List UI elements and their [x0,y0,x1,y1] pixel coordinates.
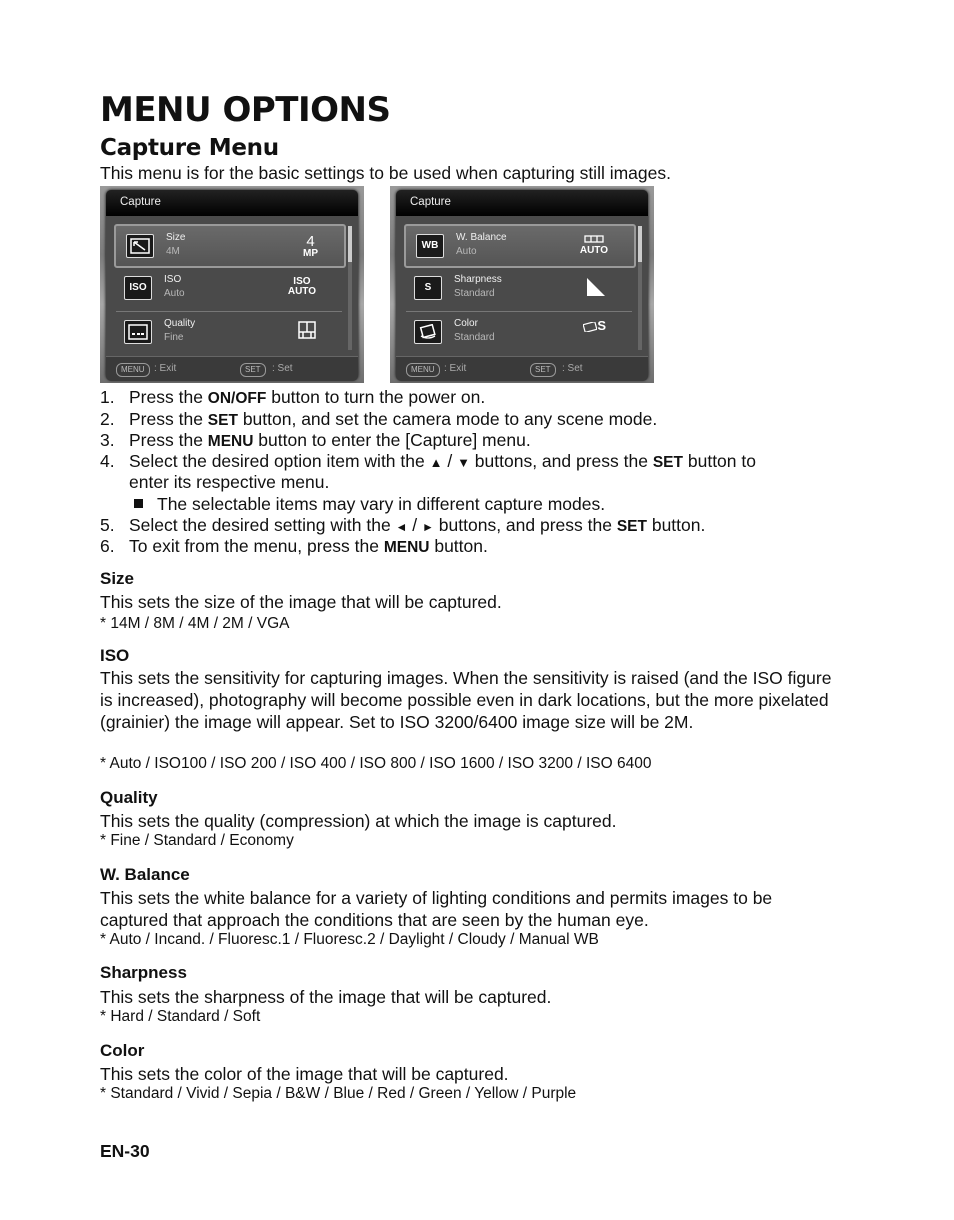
screen-title: Capture [120,196,161,208]
square-bullet-icon [134,499,143,508]
sharpness-description: This sets the sharpness of the image that will be captured. [100,987,552,1007]
menu-key-icon: MENU [116,363,150,377]
color-heading: Color [100,1041,145,1060]
exit-label: : Exit [154,363,177,374]
step-4: 4. Select the desired option item with the ▲ / ▼ buttons, and press the SET button to [100,451,756,471]
scroll-thumb[interactable] [348,226,352,262]
sharpness-standard-icon [586,277,606,300]
item-value: Auto [164,288,185,299]
white-balance-heading: W. Balance [100,865,190,884]
menu-item-sharpness[interactable] [404,268,632,308]
size-icon [126,234,154,258]
screen-titlebar [396,190,648,216]
megapixel-icon: 4 MP [303,233,318,259]
step-5: 5. Select the desired setting with the ◄ / ► buttons, and press the SET button. [100,515,706,535]
menu-item-color[interactable] [404,312,632,352]
item-label: Size [166,232,186,243]
item-label: W. Balance [456,232,507,243]
step-3: 3. Press the MENU button to enter the [Capture] menu. [100,430,531,450]
menu-item-size[interactable] [114,224,346,268]
left-arrow-icon: ◄ [395,520,408,534]
item-label: Color [454,318,478,329]
screen-title: Capture [410,196,451,208]
sharpness-options: * Hard / Standard / Soft [100,1008,261,1025]
color-description: This sets the color of the image that will be captured. [100,1064,509,1084]
screen-titlebar [106,190,358,216]
step-2: 2. Press the SET button, and set the camera mode to any scene mode. [100,409,658,429]
set-key-icon: SET [240,363,266,377]
step-1: 1. Press the ON/OFF button to turn the power on. [100,387,486,407]
up-arrow-icon: ▲ [429,455,443,470]
step-6: 6. To exit from the menu, press the MENU button. [100,536,488,556]
sharpness-icon: S [414,276,442,300]
exit-label: : Exit [444,363,467,374]
step-4-continued: enter its respective menu. [129,472,330,492]
menu-item-quality[interactable] [114,312,342,352]
menu-item-iso[interactable] [114,268,342,308]
scroll-thumb[interactable] [638,226,642,262]
step-4-note: The selectable items may vary in different capture modes. [134,494,605,515]
menu-key-icon: MENU [406,363,440,377]
sharpness-heading: Sharpness [100,963,187,982]
wb-auto-icon: AUTO [580,235,608,256]
color-standard-icon: S [583,321,606,332]
right-arrow-icon: ► [422,520,434,534]
item-label: Quality [164,318,196,329]
size-heading: Size [100,569,135,588]
screen-footer [396,356,648,381]
size-options: * 14M / 8M / 4M / 2M / VGA [100,615,290,632]
white-balance-description: This sets the white balance for a variety of lighting conditions and permits images to be captured that approach the conditions that are seen by the human eye. [100,888,773,930]
fine-quality-icon [298,321,316,342]
iso-icon: ISO [124,276,152,300]
screen-footer [106,356,358,381]
set-key-icon: SET [530,363,556,377]
quality-heading: Quality [100,788,158,807]
item-value: 4M [166,246,180,257]
set-label: : Set [562,363,583,374]
item-value: Standard [454,288,495,299]
item-value: Auto [456,246,477,257]
quality-icon [124,320,152,344]
intro-text: This menu is for the basic settings to be used when capturing still images. [100,163,671,183]
item-label: Sharpness [454,274,502,285]
capture-screen-1 [100,186,364,383]
set-label: : Set [272,363,293,374]
iso-options: * Auto / ISO100 / ISO 200 / ISO 400 / ISO 800 / ISO 1600 / ISO 3200 / ISO 6400 [100,755,652,772]
down-arrow-icon: ▼ [457,455,470,470]
menu-item-white-balance[interactable] [404,224,636,268]
size-description: This sets the size of the image that will be captured. [100,592,502,612]
page-number: EN-30 [100,1141,150,1161]
white-balance-icon: WB [416,234,444,258]
quality-options: * Fine / Standard / Economy [100,832,294,849]
iso-heading: ISO [100,646,130,665]
quality-description: This sets the quality (compression) at which the image is captured. [100,811,617,831]
color-options: * Standard / Vivid / Sepia / B&W / Blue / Red / Green / Yellow / Purple [100,1085,577,1102]
section-title: Capture Menu [100,135,279,161]
item-value: Standard [454,332,495,343]
capture-screen-2 [390,186,654,383]
page-title: MENU OPTIONS [100,90,391,130]
item-label: ISO [164,274,182,285]
iso-auto-icon: ISO AUTO [287,276,316,297]
iso-description: This sets the sensitivity for capturing images. When the sensitivity is raised (and the ISO figure is increased), photography will become possible even in dark locations, but the more pixelated (grainier) the image will appear. Set to ISO 3200/6400 image size will be 2M. [100,668,832,732]
white-balance-options: * Auto / Incand. / Fluoresc.1 / Fluoresc.2 / Daylight / Cloudy / Manual WB [100,931,599,948]
color-icon [414,320,442,344]
item-value: Fine [164,332,184,343]
